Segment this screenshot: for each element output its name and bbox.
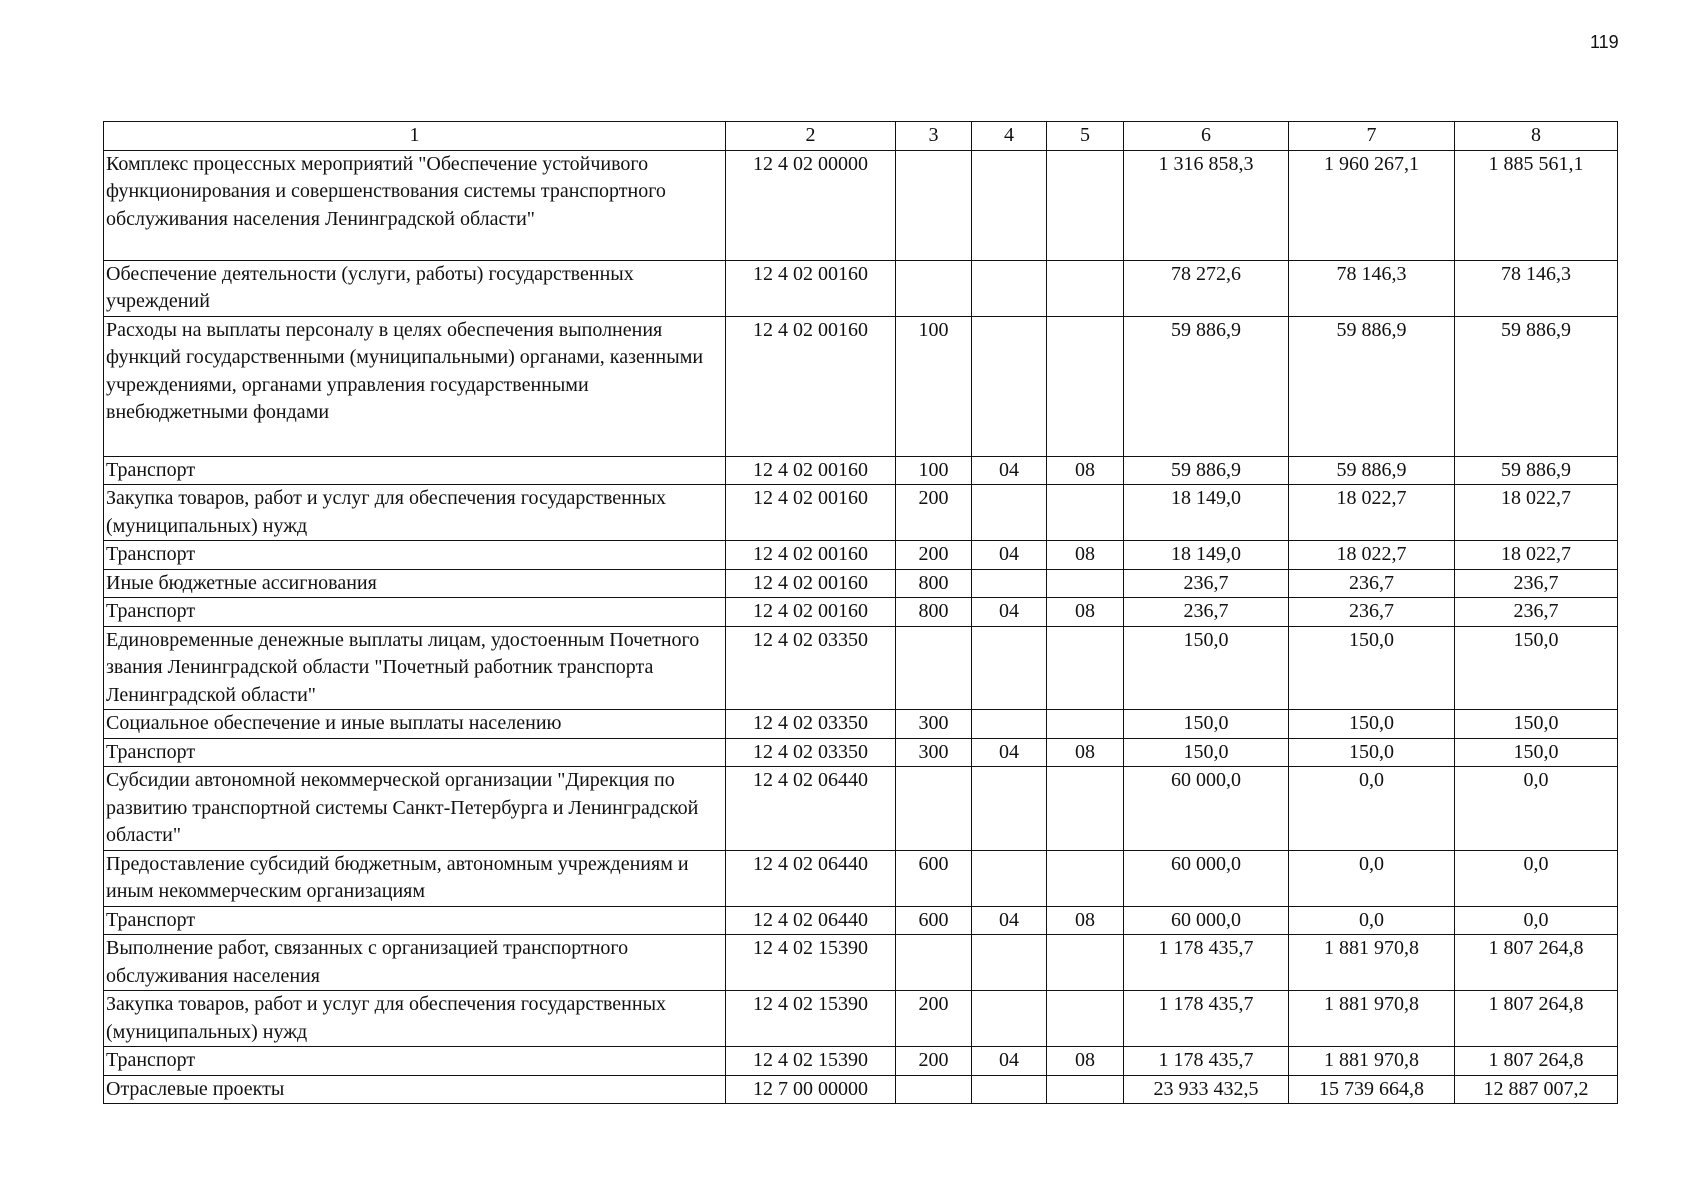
row-col8-cell: 12 887 007,2 — [1455, 1075, 1618, 1104]
column-header: 6 — [1124, 122, 1289, 151]
row-col4-cell: 04 — [972, 738, 1047, 767]
row-code-cell: 12 4 02 15390 — [726, 935, 896, 991]
row-name-cell: Иные бюджетные ассигнования — [104, 569, 726, 598]
row-col6-cell: 150,0 — [1124, 710, 1289, 739]
row-code-cell: 12 4 02 03350 — [726, 710, 896, 739]
table-header-row — [104, 122, 1618, 151]
row-col7-cell: 236,7 — [1289, 569, 1455, 598]
row-col4-cell: 04 — [972, 1047, 1047, 1076]
row-col5-cell — [1047, 710, 1124, 739]
table-body — [104, 150, 1618, 1104]
row-col5-cell — [1047, 150, 1124, 260]
row-code-cell: 12 4 02 06440 — [726, 850, 896, 906]
row-col4-cell — [972, 850, 1047, 906]
table-row — [104, 485, 1618, 541]
row-code-cell: 12 4 02 00160 — [726, 598, 896, 627]
row-name-cell: Предоставление субсидий бюджетным, автономным учреждениям и иным некоммерческим организациям — [104, 850, 726, 906]
row-name-cell: Транспорт — [104, 738, 726, 767]
row-col6-cell: 23 933 432,5 — [1124, 1075, 1289, 1104]
row-col6-cell: 18 149,0 — [1124, 485, 1289, 541]
row-name-cell: Транспорт — [104, 456, 726, 485]
row-col7-cell: 18 022,7 — [1289, 541, 1455, 570]
row-name-cell: Единовременные денежные выплаты лицам, удостоенным Почетного звания Ленинградской области "Почетный работник транспорта Ленинградской области" — [104, 626, 726, 710]
row-col6-cell: 59 886,9 — [1124, 316, 1289, 456]
row-col4-cell — [972, 569, 1047, 598]
row-col4-cell — [972, 260, 1047, 316]
row-col4-cell: 04 — [972, 906, 1047, 935]
row-name-cell: Обеспечение деятельности (услуги, работы) государственных учреждений — [104, 260, 726, 316]
table-row — [104, 738, 1618, 767]
row-col5-cell — [1047, 569, 1124, 598]
row-col6-cell: 60 000,0 — [1124, 850, 1289, 906]
row-code-cell: 12 4 02 06440 — [726, 767, 896, 851]
row-col8-cell: 150,0 — [1455, 626, 1618, 710]
column-header: 7 — [1289, 122, 1455, 151]
column-header: 1 — [104, 122, 726, 151]
row-col7-cell: 0,0 — [1289, 850, 1455, 906]
row-col4-cell — [972, 935, 1047, 991]
row-name-cell: Транспорт — [104, 598, 726, 627]
row-col4-cell: 04 — [972, 456, 1047, 485]
table-row — [104, 316, 1618, 456]
row-col4-cell: 04 — [972, 598, 1047, 627]
row-col7-cell: 0,0 — [1289, 767, 1455, 851]
row-col5-cell: 08 — [1047, 906, 1124, 935]
row-col8-cell: 0,0 — [1455, 850, 1618, 906]
row-col4-cell — [972, 626, 1047, 710]
row-name-cell: Транспорт — [104, 1047, 726, 1076]
row-col3-cell: 100 — [896, 456, 972, 485]
row-col7-cell: 150,0 — [1289, 738, 1455, 767]
row-col6-cell: 1 178 435,7 — [1124, 1047, 1289, 1076]
row-col5-cell: 08 — [1047, 598, 1124, 627]
table-row — [104, 626, 1618, 710]
row-col5-cell: 08 — [1047, 541, 1124, 570]
row-col6-cell: 1 178 435,7 — [1124, 991, 1289, 1047]
row-col5-cell — [1047, 485, 1124, 541]
row-col7-cell: 1 881 970,8 — [1289, 991, 1455, 1047]
row-col8-cell: 0,0 — [1455, 906, 1618, 935]
column-header: 8 — [1455, 122, 1618, 151]
table-row — [104, 935, 1618, 991]
row-name-cell: Закупка товаров, работ и услуг для обеспечения государственных (муниципальных) нужд — [104, 485, 726, 541]
column-header: 5 — [1047, 122, 1124, 151]
row-col5-cell — [1047, 935, 1124, 991]
row-col3-cell — [896, 1075, 972, 1104]
row-col4-cell — [972, 485, 1047, 541]
row-col6-cell: 59 886,9 — [1124, 456, 1289, 485]
row-code-cell: 12 4 02 15390 — [726, 991, 896, 1047]
table-row — [104, 598, 1618, 627]
row-col5-cell — [1047, 1075, 1124, 1104]
row-col3-cell: 800 — [896, 569, 972, 598]
row-col3-cell — [896, 626, 972, 710]
table-row — [104, 150, 1618, 260]
row-name-cell: Расходы на выплаты персоналу в целях обеспечения выполнения функций государственными (муниципальными) органами, казенными учреждениями, органами управления государственными внебюджетными фондами — [104, 316, 726, 456]
row-name-cell: Социальное обеспечение и иные выплаты населению — [104, 710, 726, 739]
row-col3-cell: 600 — [896, 850, 972, 906]
row-col4-cell — [972, 710, 1047, 739]
row-col3-cell: 300 — [896, 710, 972, 739]
row-col7-cell: 1 960 267,1 — [1289, 150, 1455, 260]
row-col8-cell: 59 886,9 — [1455, 456, 1618, 485]
row-code-cell: 12 7 00 00000 — [726, 1075, 896, 1104]
row-name-cell: Комплекс процессных мероприятий "Обеспечение устойчивого функционирования и совершенствования системы транспортного обслуживания населения Ленинградской области" — [104, 150, 726, 260]
row-col6-cell: 150,0 — [1124, 626, 1289, 710]
row-col7-cell: 78 146,3 — [1289, 260, 1455, 316]
row-col3-cell: 200 — [896, 541, 972, 570]
row-code-cell: 12 4 02 00160 — [726, 456, 896, 485]
row-col3-cell: 200 — [896, 485, 972, 541]
row-col8-cell: 236,7 — [1455, 569, 1618, 598]
row-name-cell: Субсидии автономной некоммерческой организации "Дирекция по развитию транспортной системы Санкт-Петербурга и Ленинградской области" — [104, 767, 726, 851]
row-col5-cell — [1047, 316, 1124, 456]
row-col7-cell: 150,0 — [1289, 710, 1455, 739]
row-col6-cell: 1 316 858,3 — [1124, 150, 1289, 260]
row-col5-cell — [1047, 991, 1124, 1047]
table-row — [104, 991, 1618, 1047]
row-name-cell: Выполнение работ, связанных с организацией транспортного обслуживания населения — [104, 935, 726, 991]
row-col5-cell: 08 — [1047, 1047, 1124, 1076]
row-name-cell: Отраслевые проекты — [104, 1075, 726, 1104]
row-col4-cell: 04 — [972, 541, 1047, 570]
row-code-cell: 12 4 02 03350 — [726, 626, 896, 710]
row-code-cell: 12 4 02 00160 — [726, 541, 896, 570]
row-col8-cell: 18 022,7 — [1455, 485, 1618, 541]
row-code-cell: 12 4 02 03350 — [726, 738, 896, 767]
row-col7-cell: 0,0 — [1289, 906, 1455, 935]
row-col8-cell: 150,0 — [1455, 710, 1618, 739]
row-col6-cell: 236,7 — [1124, 569, 1289, 598]
column-header: 2 — [726, 122, 896, 151]
table-row — [104, 710, 1618, 739]
row-col7-cell: 1 881 970,8 — [1289, 935, 1455, 991]
row-col3-cell: 800 — [896, 598, 972, 627]
row-col5-cell — [1047, 260, 1124, 316]
row-col4-cell — [972, 767, 1047, 851]
row-col5-cell — [1047, 767, 1124, 851]
row-col6-cell: 150,0 — [1124, 738, 1289, 767]
row-col6-cell: 78 272,6 — [1124, 260, 1289, 316]
row-name-cell: Транспорт — [104, 906, 726, 935]
row-code-cell: 12 4 02 15390 — [726, 1047, 896, 1076]
row-col3-cell — [896, 935, 972, 991]
budget-table — [103, 121, 1618, 1104]
row-col3-cell: 100 — [896, 316, 972, 456]
row-col7-cell: 15 739 664,8 — [1289, 1075, 1455, 1104]
row-col4-cell — [972, 1075, 1047, 1104]
table-row — [104, 850, 1618, 906]
row-col7-cell: 150,0 — [1289, 626, 1455, 710]
row-col7-cell: 59 886,9 — [1289, 456, 1455, 485]
row-code-cell: 12 4 02 00160 — [726, 485, 896, 541]
row-col3-cell — [896, 150, 972, 260]
row-col5-cell — [1047, 850, 1124, 906]
row-col5-cell: 08 — [1047, 456, 1124, 485]
row-col5-cell: 08 — [1047, 738, 1124, 767]
row-col8-cell: 1 807 264,8 — [1455, 935, 1618, 991]
row-code-cell: 12 4 02 06440 — [726, 906, 896, 935]
row-col6-cell: 60 000,0 — [1124, 906, 1289, 935]
row-col4-cell — [972, 150, 1047, 260]
row-col3-cell — [896, 260, 972, 316]
row-code-cell: 12 4 02 00000 — [726, 150, 896, 260]
row-col8-cell: 18 022,7 — [1455, 541, 1618, 570]
row-col7-cell: 18 022,7 — [1289, 485, 1455, 541]
row-col8-cell: 78 146,3 — [1455, 260, 1618, 316]
row-code-cell: 12 4 02 00160 — [726, 260, 896, 316]
row-name-cell: Транспорт — [104, 541, 726, 570]
row-col8-cell: 1 807 264,8 — [1455, 991, 1618, 1047]
row-col6-cell: 1 178 435,7 — [1124, 935, 1289, 991]
row-col7-cell: 236,7 — [1289, 598, 1455, 627]
page-number: 119 — [1590, 32, 1619, 52]
row-col5-cell — [1047, 626, 1124, 710]
table-row — [104, 906, 1618, 935]
row-col7-cell: 59 886,9 — [1289, 316, 1455, 456]
row-col3-cell — [896, 767, 972, 851]
row-col8-cell: 1 807 264,8 — [1455, 1047, 1618, 1076]
row-code-cell: 12 4 02 00160 — [726, 569, 896, 598]
row-col8-cell: 1 885 561,1 — [1455, 150, 1618, 260]
row-col6-cell: 236,7 — [1124, 598, 1289, 627]
table-row — [104, 541, 1618, 570]
row-col3-cell: 600 — [896, 906, 972, 935]
row-col8-cell: 59 886,9 — [1455, 316, 1618, 456]
table-row — [104, 1047, 1618, 1076]
row-code-cell: 12 4 02 00160 — [726, 316, 896, 456]
table-row — [104, 456, 1618, 485]
row-col4-cell — [972, 991, 1047, 1047]
column-header: 4 — [972, 122, 1047, 151]
row-col3-cell: 300 — [896, 738, 972, 767]
table-row — [104, 767, 1618, 851]
row-col8-cell: 236,7 — [1455, 598, 1618, 627]
row-col6-cell: 18 149,0 — [1124, 541, 1289, 570]
row-col6-cell: 60 000,0 — [1124, 767, 1289, 851]
table-row — [104, 260, 1618, 316]
row-col3-cell: 200 — [896, 991, 972, 1047]
row-col8-cell: 150,0 — [1455, 738, 1618, 767]
column-header: 3 — [896, 122, 972, 151]
table-row — [104, 1075, 1618, 1104]
row-col4-cell — [972, 316, 1047, 456]
row-col7-cell: 1 881 970,8 — [1289, 1047, 1455, 1076]
row-name-cell: Закупка товаров, работ и услуг для обеспечения государственных (муниципальных) нужд — [104, 991, 726, 1047]
row-col8-cell: 0,0 — [1455, 767, 1618, 851]
row-col3-cell: 200 — [896, 1047, 972, 1076]
table-row — [104, 569, 1618, 598]
